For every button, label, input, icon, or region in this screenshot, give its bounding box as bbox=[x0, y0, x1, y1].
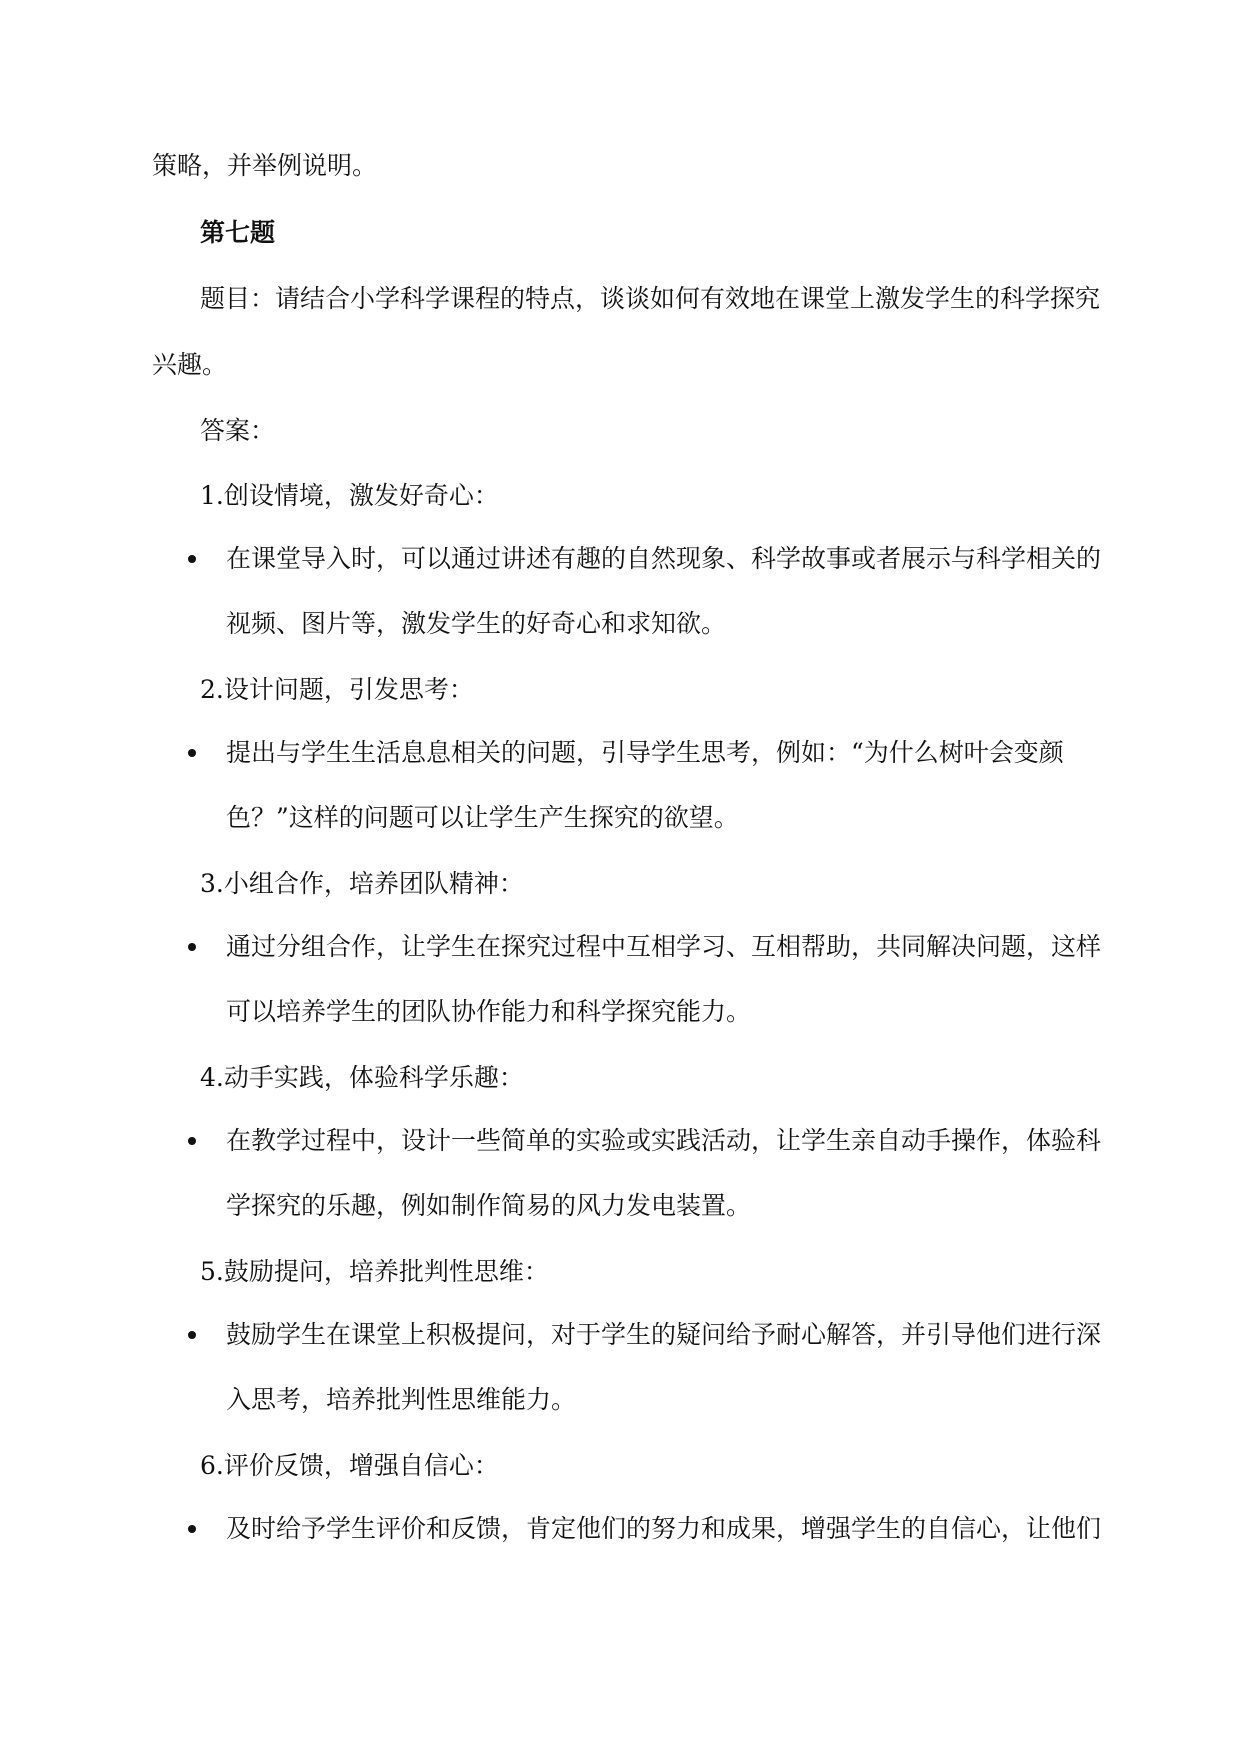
question-title: 第七题 bbox=[200, 218, 276, 247]
intro-tail-text: 策略，并举例说明。 bbox=[152, 151, 378, 180]
section-heading: 3.小组合作，培养团队精神： bbox=[200, 869, 524, 898]
section-heading: 6.评价反馈，增强自信心： bbox=[200, 1451, 499, 1480]
answer-label: 答案： bbox=[200, 416, 276, 445]
bullet-dot bbox=[188, 1137, 196, 1145]
section-heading: 4.动手实践，体验科学乐趣： bbox=[200, 1063, 524, 1092]
section-heading: 1.创设情境，激发好奇心： bbox=[200, 481, 499, 510]
bullet-dot bbox=[188, 1331, 196, 1339]
bullet-text-line-1: 及时给予学生评价和反馈，肯定他们的努力和成果，增强学生的自信心，让他们 bbox=[226, 1514, 1102, 1543]
bullet-dot bbox=[188, 749, 196, 757]
bullet-text-line-1: 鼓励学生在课堂上积极提问，对于学生的疑问给予耐心解答，并引导他们进行深 bbox=[226, 1320, 1102, 1349]
bullet-text-line-1: 提出与学生生活息息相关的问题，引导学生思考，例如：“为什么树叶会变颜 bbox=[226, 738, 1064, 767]
bullet-text-line-1: 在课堂导入时，可以通过讲述有趣的自然现象、科学故事或者展示与科学相关的 bbox=[226, 544, 1102, 573]
section-heading: 5.鼓励提问，培养批判性思维： bbox=[200, 1257, 549, 1286]
bullet-text-line-2: 视频、图片等，激发学生的好奇心和求知欲。 bbox=[226, 609, 727, 638]
section-heading: 2.设计问题，引发思考： bbox=[200, 675, 474, 704]
bullet-text-line-2: 可以培养学生的团队协作能力和科学探究能力。 bbox=[226, 997, 752, 1026]
bullet-text-line-2: 学探究的乐趣，例如制作简易的风力发电装置。 bbox=[226, 1191, 752, 1220]
bullet-text-line-2: 色？”这样的问题可以让学生产生探究的欲望。 bbox=[226, 803, 739, 832]
bullet-text-line-2: 入思考，培养批判性思维能力。 bbox=[226, 1385, 577, 1414]
bullet-text-line-1: 通过分组合作，让学生在探究过程中互相学习、互相帮助，共同解决问题，这样 bbox=[226, 932, 1102, 961]
bullet-dot bbox=[188, 1525, 196, 1533]
question-text-line-1: 题目：请结合小学科学课程的特点，谈谈如何有效地在课堂上激发学生的科学探究 bbox=[200, 284, 1101, 313]
question-text-line-2: 兴趣。 bbox=[152, 350, 228, 379]
bullet-dot bbox=[188, 555, 196, 563]
bullet-text-line-1: 在教学过程中，设计一些简单的实验或实践活动，让学生亲自动手操作，体验科 bbox=[226, 1126, 1102, 1155]
bullet-dot bbox=[188, 943, 196, 951]
